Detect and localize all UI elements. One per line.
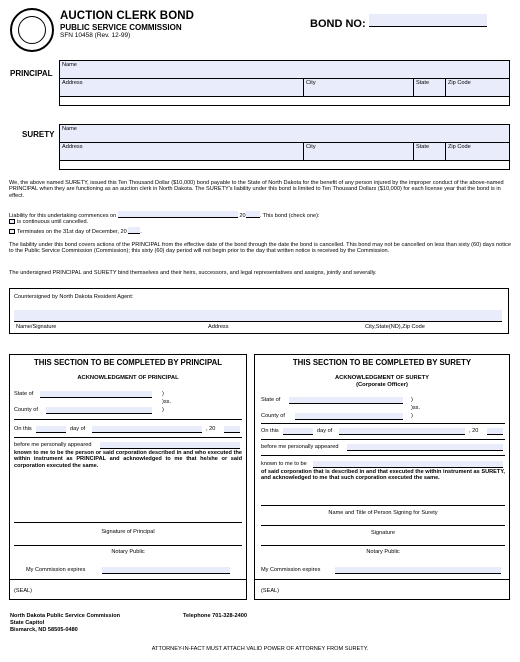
option-continuous-label: is continuous until cancelled. — [17, 219, 89, 225]
surety-section-subtitle: ACKNOWLEDGMENT OF SURETY — [334, 375, 430, 381]
liability-year-input[interactable] — [246, 211, 260, 218]
surety-state-field[interactable] — [413, 143, 445, 160]
surety-zip-label: Zip Code — [448, 144, 471, 150]
principal-box — [59, 60, 510, 106]
countersign-city-label: City,State(ND),Zip Code — [365, 324, 425, 330]
form-number: SFN 10458 (Rev. 12-99) — [60, 32, 131, 39]
principal-appeared-label: before me personally appeared — [14, 442, 92, 448]
principal-divider-2 — [14, 437, 242, 438]
principal-city-field[interactable] — [303, 79, 413, 96]
terminates-checkbox[interactable] — [9, 229, 15, 234]
principal-state-of-input[interactable] — [40, 391, 152, 398]
principal-commission-input[interactable] — [102, 567, 230, 574]
surety-on-this-label: On this — [261, 428, 279, 434]
liability-year-label: 20 — [239, 213, 246, 219]
principal-signature-line[interactable] — [14, 522, 242, 523]
principal-commission-label: My Commission expires — [26, 567, 86, 573]
footer-address-2: Bismarck, ND 58505-0480 — [10, 627, 78, 633]
surety-acknowledgment-section — [254, 354, 510, 600]
bond-no-label: BOND NO: — [310, 18, 366, 30]
footer-telephone: Telephone 701-328-2400 — [183, 613, 247, 619]
principal-notary-line[interactable] — [14, 545, 242, 546]
surety-state-of-input[interactable] — [289, 397, 403, 404]
principal-name-label: Name — [62, 62, 77, 68]
surety-zip-field[interactable] — [445, 143, 510, 160]
principal-day-of-label: day of — [70, 426, 86, 432]
surety-name-title-line[interactable] — [261, 505, 505, 506]
principal-notary-label: Notary Public — [111, 549, 145, 555]
surety-notary-line[interactable] — [261, 545, 505, 546]
principal-known-text: known to me to be the person or said corporation described in and who executed the within instrument as PRINCIPAL and acknowledged to me that he/she or said corporation executed the same. — [14, 450, 242, 469]
surety-name-field[interactable] — [60, 125, 509, 143]
principal-city-label: City — [306, 80, 316, 86]
principal-bracket-bottom: ) — [162, 407, 164, 413]
principal-year-input[interactable] — [224, 426, 240, 433]
continuous-checkbox[interactable] — [9, 219, 15, 224]
footer-notice: ATTORNEY-IN-FACT MUST ATTACH VALID POWER OF ATTORNEY FROM SURETY. — [151, 646, 369, 652]
surety-divider-4 — [255, 579, 509, 580]
principal-section-subtitle: ACKNOWLEDGMENT OF PRINCIPAL — [77, 375, 179, 381]
principal-year-label: , 20 — [206, 426, 216, 432]
surety-section-subtitle2: (Corporate Officer) — [356, 382, 408, 388]
surety-city-field[interactable] — [303, 143, 413, 160]
principal-state-of-label: State of — [14, 391, 34, 397]
principal-county-input[interactable] — [46, 407, 152, 414]
surety-signature-line[interactable] — [261, 525, 505, 526]
surety-box — [59, 124, 510, 170]
state-seal-icon — [10, 8, 54, 52]
surety-state-label: State — [416, 144, 430, 150]
principal-section-title: THIS SECTION TO BE COMPLETED BY PRINCIPAL — [33, 358, 222, 367]
surety-year-label: , 20 — [469, 428, 479, 434]
surety-city-label: City — [306, 144, 316, 150]
countersign-label: Countersigned by North Dakota Resident Agent: — [14, 294, 134, 300]
principal-appeared-input[interactable] — [100, 442, 240, 449]
countersign-address-label: Address — [208, 324, 229, 330]
principal-month-input[interactable] — [92, 426, 202, 433]
surety-seal-label: (SEAL) — [261, 588, 280, 594]
surety-month-input[interactable] — [339, 428, 465, 435]
surety-divider-2 — [261, 439, 505, 440]
surety-notary-label: Notary Public — [366, 549, 400, 555]
countersign-input[interactable] — [14, 310, 502, 322]
bond-no-input[interactable] — [369, 14, 487, 27]
surety-address-label: Address — [62, 144, 83, 150]
agency-name: PUBLIC SERVICE COMMISSION — [60, 23, 182, 32]
surety-county-input[interactable] — [295, 413, 403, 420]
principal-signature-label: Signature of Principal — [101, 529, 155, 535]
liability-date-input[interactable] — [118, 211, 238, 218]
liability-line: Liability for this undertaking commences on 20 . This bond (check one): — [9, 213, 320, 219]
surety-year-input[interactable] — [487, 428, 503, 435]
surety-section-title: THIS SECTION TO BE COMPLETED BY SURETY — [292, 358, 472, 367]
principal-seal-label: (SEAL) — [14, 588, 33, 594]
surety-label: SURETY — [22, 130, 55, 139]
principal-bracket-top: ) — [162, 391, 164, 397]
surety-divider-3 — [261, 455, 505, 456]
principal-address-row — [60, 79, 509, 97]
surety-bracket-top: ) — [411, 397, 413, 403]
principal-state-field[interactable] — [413, 79, 445, 96]
surety-appeared-label: before me personally appeared — [261, 444, 339, 450]
principal-county-label: County of — [14, 407, 38, 413]
surety-known-input[interactable] — [313, 461, 503, 468]
liability-label: Liability for this undertaking commences on — [9, 213, 117, 219]
surety-commission-label: My Commission expires — [261, 567, 321, 573]
surety-day-input[interactable] — [283, 428, 313, 435]
countersign-box — [9, 288, 509, 334]
surety-known-text: of said corporation that is described in and that executed the within instrument as SURETY, and acknowledged to me that such corporation executed the same. — [261, 469, 505, 482]
surety-address-row — [60, 143, 509, 161]
option-terminates-label: Terminates on the 31st day of December, 20 — [17, 229, 127, 235]
surety-signature-label: Signature — [371, 530, 395, 536]
principal-state-label: State — [416, 80, 430, 86]
principal-ss-label: )ss. — [162, 399, 172, 405]
surety-bracket-bottom: ) — [411, 413, 413, 419]
footer-address-1: State Capitol — [10, 620, 45, 626]
surety-state-of-label: State of — [261, 397, 281, 403]
binding-paragraph: The undersigned PRINCIPAL and SURETY bind themselves and their heirs, successors, and legal representatives and assigns, jointly and severally. — [9, 270, 377, 276]
principal-name-field[interactable] — [60, 61, 509, 79]
option-continuous-row — [9, 219, 511, 225]
surety-known-label: known to me to be — [261, 461, 307, 467]
principal-label: PRINCIPAL — [10, 69, 53, 78]
principal-zip-label: Zip Code — [448, 80, 471, 86]
principal-divider-1 — [14, 419, 242, 420]
bond-terms-paragraph: We, the above named SURETY, issued this Ten Thousand Dollar ($10,000) bond payable to the State of North Dakota for the benefit of any person injured by the improper conduct of the above-named PRINCIPAL when they are functioning as an auction clerk in North Dakota. The SURETY's liability under this bond is limited to Ten Thousand Dollars ($10,000) for each license year that the bond is in effect. — [9, 180, 504, 199]
principal-day-input[interactable] — [36, 426, 66, 433]
option-terminates-row: Terminates on the 31st day of December, 20 . — [9, 227, 511, 235]
surety-address-field[interactable] — [60, 143, 303, 160]
principal-acknowledgment-section — [9, 354, 247, 600]
surety-name-title-label: Name and Title of Person Signing for Surety — [328, 510, 438, 516]
surety-ss-label: )ss. — [411, 405, 421, 411]
terminate-year-input[interactable] — [128, 227, 140, 234]
countersign-name-label: Name/Signature — [16, 324, 57, 330]
liability-paragraph: The liability under this bond covers actions of the PRINCIPAL from the effective date of the bond through the date the bond is cancelled. This bond may not be cancelled on less than sixty (60) days notice to the Public Service Commission (Commission); this sixty (60) day period will not begin prior to the day that written notice is received by the Commission. — [9, 242, 511, 255]
surety-name-label: Name — [62, 126, 77, 132]
surety-county-label: County of — [261, 413, 285, 419]
principal-zip-field[interactable] — [445, 79, 510, 96]
principal-address-label: Address — [62, 80, 83, 86]
surety-appeared-input[interactable] — [347, 444, 503, 451]
principal-on-this-label: On this — [14, 426, 32, 432]
bond-check-label: This bond (check one): — [262, 213, 320, 219]
footer-org: North Dakota Public Service Commission — [10, 613, 121, 619]
surety-commission-input[interactable] — [335, 567, 501, 574]
form-title: AUCTION CLERK BOND — [60, 10, 195, 22]
principal-address-field[interactable] — [60, 79, 303, 96]
surety-divider-1 — [261, 423, 505, 424]
principal-divider-3 — [10, 579, 246, 580]
surety-day-of-label: day of — [317, 428, 333, 434]
